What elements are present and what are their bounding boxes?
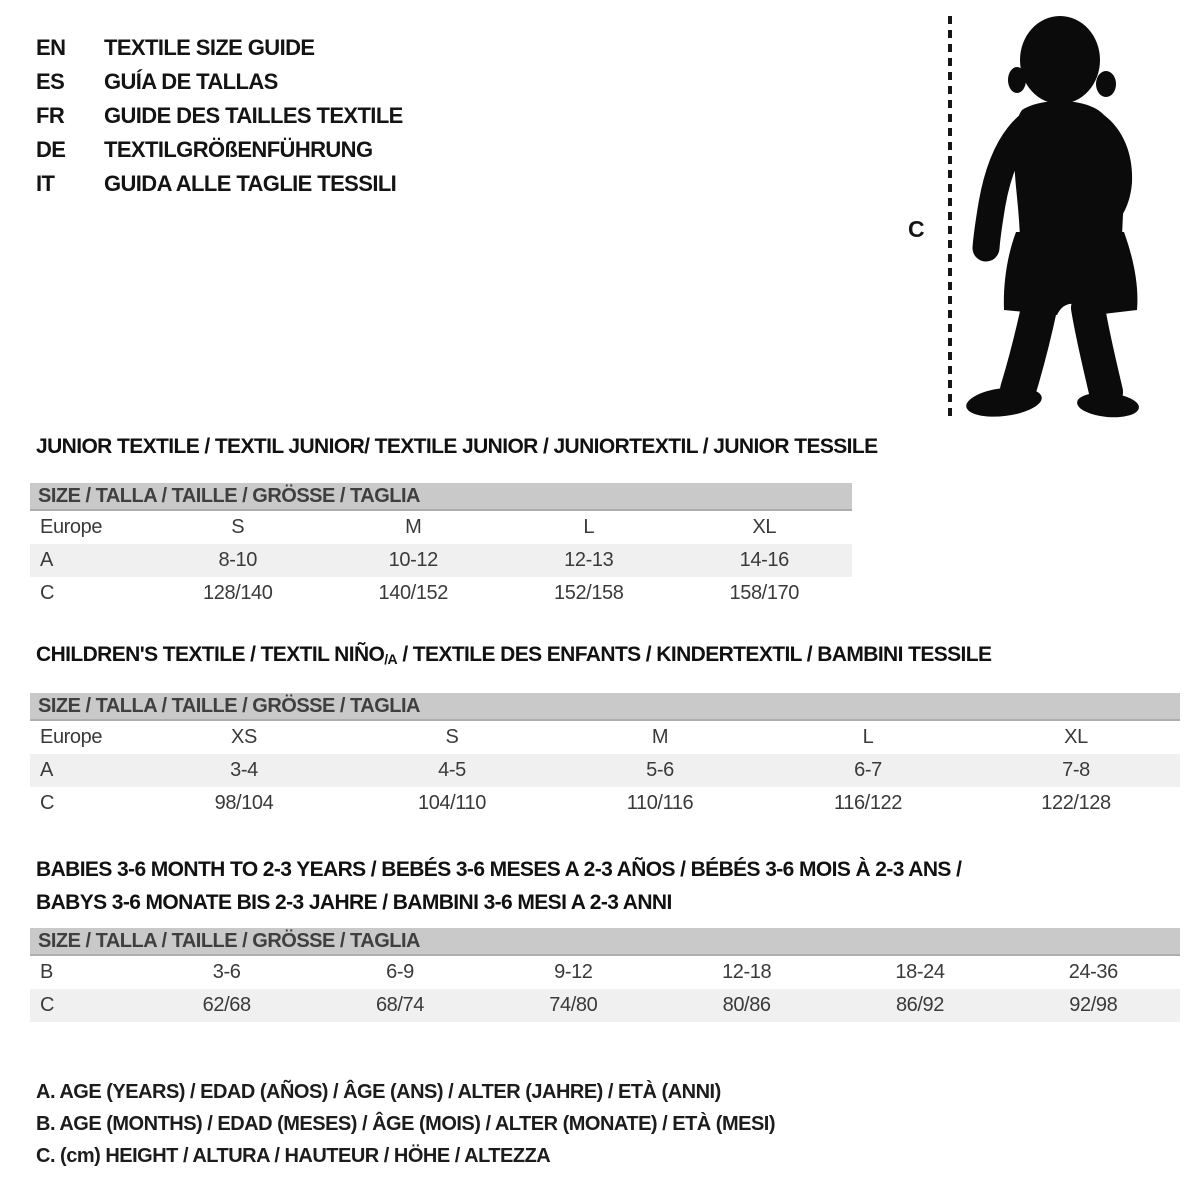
size-cell: L [583,516,595,538]
size-cell: XL [752,516,777,538]
row-label: C [40,792,55,814]
table-row [30,544,852,577]
language-row [36,99,403,133]
size-cell: S [445,726,459,748]
note-height-cm: C. (cm) HEIGHT / ALTURA / HAUTEUR / HÖHE / ALTEZZA [36,1145,551,1167]
height-cell: 68/74 [375,994,425,1016]
table-row [30,754,1180,787]
height-cell: 98/104 [214,792,274,814]
junior-table-title: JUNIOR TEXTILE / TEXTIL JUNIOR/ TEXTILE JUNIOR / JUNIORTEXTIL / JUNIOR TESSILE [36,435,878,458]
babies-size-header-text: SIZE / TALLA / TAILLE / GRÖSSE / TAGLIA [38,929,420,952]
table-row [30,787,1180,820]
height-cell: 128/140 [203,582,273,604]
legend-notes [36,1076,775,1172]
language-title: TEXTILE SIZE GUIDE [104,35,315,60]
row-label: B [40,961,53,983]
babies-title-line1: BABIES 3-6 MONTH TO 2-3 YEARS / BEBÉS 3-6 MESES A 2-3 AÑOS / BÉBÉS 3-6 MOIS À 2-3 ANS / [36,858,962,881]
age-cell: 6-7 [854,759,882,781]
language-row [36,167,403,201]
size-cell: S [231,516,245,538]
table-row [30,577,852,610]
age-cell: 3-4 [230,759,258,781]
language-row [36,133,403,167]
row-label: C [40,582,55,604]
height-cell: 62/68 [202,994,251,1016]
age-cell: 3-6 [212,961,241,983]
children-size-header-text: SIZE / TALLA / TAILLE / GRÖSSE / TAGLIA [38,694,420,717]
children-table-title [30,644,1180,667]
babies-title-line2: BABYS 3-6 MONATE BIS 2-3 JAHRE / BAMBINI 3-6 MESI A 2-3 ANNI [36,891,672,914]
height-dashed-line [948,16,952,416]
language-row [36,31,403,65]
row-label: A [40,759,53,781]
height-cell: 122/128 [1041,792,1111,814]
language-title: GUÍA DE TALLAS [104,69,278,94]
age-cell: 10-12 [388,549,438,571]
language-title: GUIDA ALLE TAGLIE TESSILI [104,171,397,196]
height-measure-figure [890,0,1170,430]
junior-size-header-text: SIZE / TALLA / TAILLE / GRÖSSE / TAGLIA [38,484,420,507]
age-cell: 12-18 [722,961,772,983]
age-cell: 4-5 [438,759,466,781]
row-label: C [40,994,55,1016]
age-cell: 7-8 [1062,759,1090,781]
language-row [36,65,403,99]
age-cell: 24-36 [1068,961,1118,983]
table-row [30,721,1180,754]
babies-table-title [30,853,1180,919]
height-cell: 158/170 [729,582,799,604]
height-cell: 74/80 [549,994,598,1016]
children-title-sub: /A [384,651,398,667]
language-code: ES [36,69,65,94]
height-measure-label: C [908,216,925,242]
height-cell: 152/158 [554,582,624,604]
toddler-silhouette-icon [960,12,1146,420]
children-title-part: CHILDREN'S TEXTILE / TEXTIL NIÑO [36,643,385,666]
age-cell: 8-10 [218,549,257,571]
babies-size-header-bar [30,928,1180,956]
language-title: GUIDE DES TAILLES TEXTILE [104,103,403,128]
language-title: TEXTILGRÖßENFÜHRUNG [104,137,373,162]
height-cell: 92/98 [1069,994,1118,1016]
children-title-part: / TEXTILE DES ENFANTS / KINDERTEXTIL / BAMBINI TESSILE [397,643,992,666]
age-cell: 18-24 [895,961,945,983]
age-cell: 14-16 [739,549,789,571]
children-textile-section [30,644,1180,820]
age-cell: 5-6 [646,759,674,781]
height-cell: 104/110 [417,792,486,814]
size-cell: M [651,726,669,748]
size-cell: L [862,726,874,748]
row-label: Europe [40,516,103,538]
language-code: FR [36,103,65,128]
row-label: A [40,549,53,571]
height-cell: 110/116 [626,792,694,814]
language-header [36,31,403,201]
junior-size-header-bar [30,483,852,511]
language-code: EN [36,35,66,60]
age-cell: 9-12 [554,961,593,983]
age-cell: 6-9 [386,961,414,983]
note-age-years: A. AGE (YEARS) / EDAD (AÑOS) / ÂGE (ANS) / ALTER (JAHRE) / ETÀ (ANNI) [36,1081,721,1103]
table-row [30,511,852,544]
height-cell: 140/152 [378,582,448,604]
children-size-header-bar [30,693,1180,721]
size-cell: XL [1064,726,1088,748]
height-cell: 80/86 [722,994,771,1016]
language-code: IT [36,171,55,196]
height-cell: 116/122 [833,792,902,814]
row-label: Europe [40,726,103,748]
note-age-months: B. AGE (MONTHS) / EDAD (MESES) / ÂGE (MOIS) / ALTER (MONATE) / ETÀ (MESI) [36,1113,776,1135]
height-cell: 86/92 [895,994,944,1016]
table-row [30,956,1180,989]
language-code: DE [36,137,66,162]
junior-textile-section [30,435,878,610]
size-cell: XS [231,726,257,748]
size-cell: M [405,516,422,538]
age-cell: 12-13 [564,549,614,571]
table-row [30,989,1180,1022]
babies-textile-section [30,853,1180,1022]
